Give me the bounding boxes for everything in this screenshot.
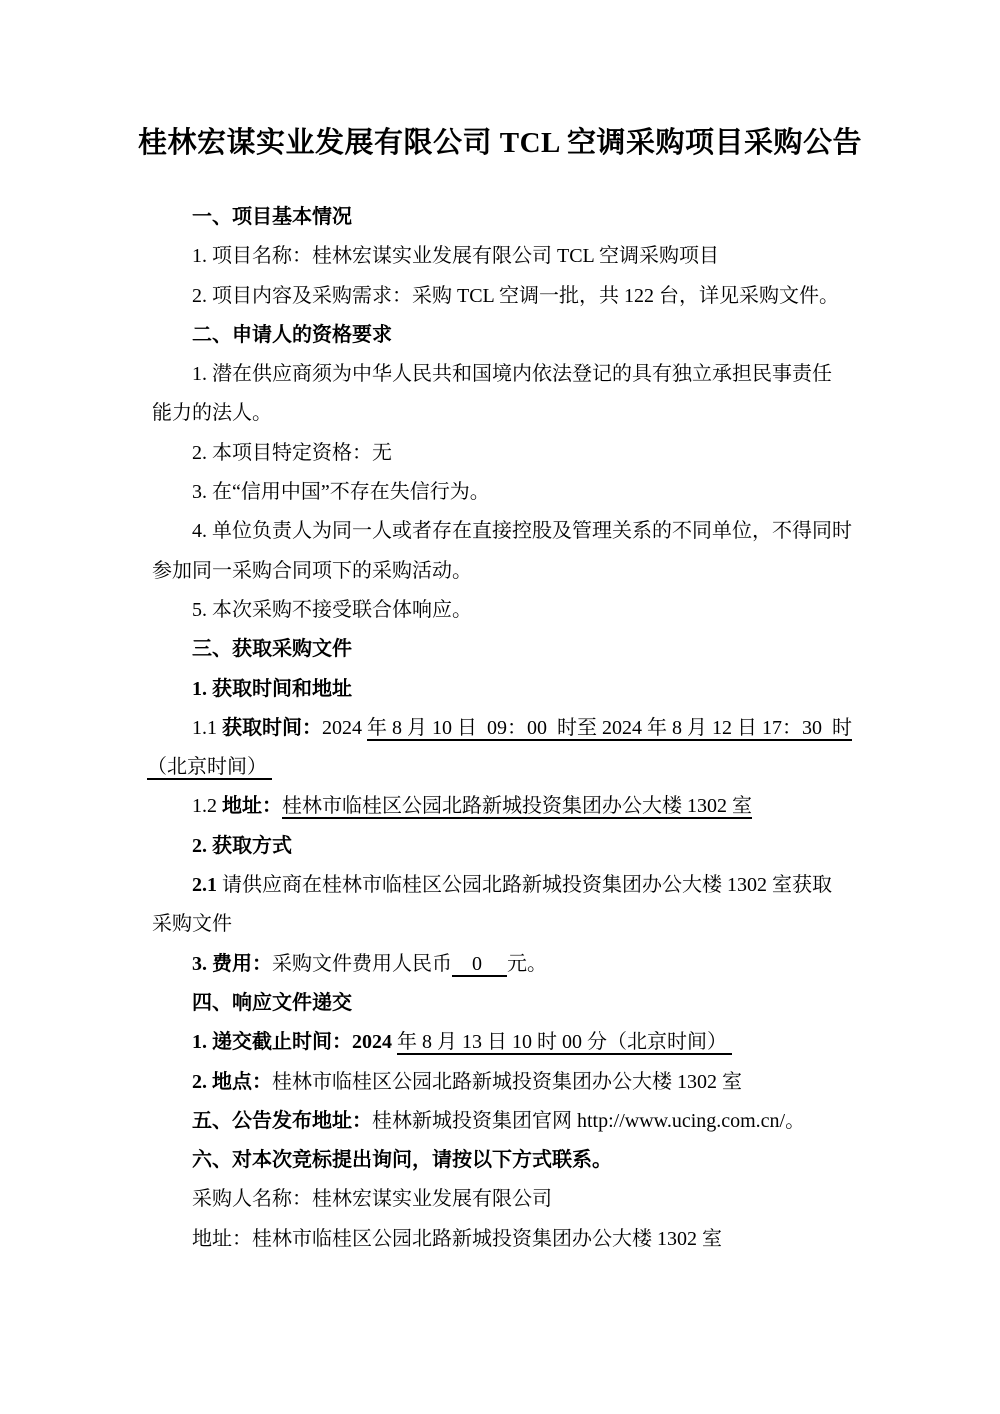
heading-section-1 xyxy=(152,198,870,237)
para-submit-place xyxy=(152,1063,870,1102)
text-segment: 3. 费用： xyxy=(192,952,272,975)
text-segment: 年 8 月 10 日 09：00 时至 2024 年 8 月 12 日 17：30 时 xyxy=(367,716,852,739)
text-segment: 参加同一采购合同项下的采购活动。 xyxy=(152,559,472,582)
document-body xyxy=(147,162,870,1259)
text-segment: 年 8 月 13 日 10 时 00 分（北京时间） xyxy=(397,1031,732,1054)
text-segment: 四、响应文件递交 xyxy=(192,991,352,1014)
text-segment: 采购文件费用人民币 xyxy=(272,952,452,975)
para-fee xyxy=(152,945,870,984)
text-segment: 2. 地点： xyxy=(192,1070,272,1093)
text-segment: 三、获取采购文件 xyxy=(192,638,352,661)
text-segment: 2. 本项目特定资格：无 xyxy=(192,441,392,464)
text-segment: 桂林市临桂区公园北路新城投资集团办公大楼 1302 室 xyxy=(282,795,752,818)
text-segment: 1. 项目名称：桂林宏谋实业发展有限公司 TCL 空调采购项目 xyxy=(192,245,720,268)
text-segment: 采购文件 xyxy=(152,913,232,936)
text-segment: 2. 项目内容及采购需求：采购 TCL 空调一批，共 122 台，详见采购文件。 xyxy=(192,284,840,307)
text-segment: 五、公告发布地址： xyxy=(192,1109,372,1132)
text-segment: 0 xyxy=(452,952,507,975)
para-qualification-3 xyxy=(152,473,870,512)
text-segment: 二、申请人的资格要求 xyxy=(192,323,392,346)
heading-obtain-time-address xyxy=(152,670,870,709)
text-segment: 1. 潜在供应商须为中华人民共和国境内依法登记的具有独立承担民事责任 xyxy=(192,363,832,386)
para-project-content xyxy=(152,277,870,316)
heading-section-6 xyxy=(152,1141,870,1180)
para-project-name xyxy=(152,237,870,276)
para-qualification-1 xyxy=(152,355,870,394)
text-segment: （北京时间） xyxy=(147,756,272,779)
para-obtain-address xyxy=(152,787,870,826)
text-segment: 地址：桂林市临桂区公园北路新城投资集团办公大楼 1302 室 xyxy=(192,1227,722,1250)
text-segment: 获取时间： xyxy=(222,716,322,739)
para-obtain-method-detail-cont xyxy=(152,905,870,944)
text-segment: 1.2 xyxy=(192,795,222,818)
text-segment: 请供应商在桂林市临桂区公园北路新城投资集团办公大楼 1302 室获取 xyxy=(222,874,832,897)
text-segment: 3. 在“信用中国”不存在失信行为。 xyxy=(192,481,490,504)
text-segment: 1.1 xyxy=(192,716,222,739)
text-segment: 1. 获取时间和地址 xyxy=(192,677,352,700)
document-title: 桂林宏谋实业发展有限公司 TCL 空调采购项目采购公告 xyxy=(137,127,863,159)
text-segment: 4. 单位负责人为同一人或者存在直接控股及管理关系的不同单位，不得同时 xyxy=(192,520,852,543)
text-segment: 一、项目基本情况 xyxy=(192,206,352,228)
text-segment: 5. 本次采购不接受联合体响应。 xyxy=(192,598,472,621)
text-segment: 六、对本次竞标提出询问，请按以下方式联系。 xyxy=(192,1149,612,1172)
para-announcement-address xyxy=(152,1102,870,1141)
heading-section-3 xyxy=(152,630,870,669)
text-segment: 桂林新城投资集团官网 http://www.ucing.com.cn/。 xyxy=(372,1109,806,1132)
text-segment: 地址： xyxy=(222,795,282,818)
para-deadline xyxy=(152,1023,870,1062)
para-qualification-5 xyxy=(152,591,870,630)
text-segment: 2. 获取方式 xyxy=(192,834,292,857)
text-segment: 1. 递交截止时间：2024 xyxy=(192,1031,392,1054)
text-segment: 采购人名称：桂林宏谋实业发展有限公司 xyxy=(192,1188,552,1211)
text-segment: 元。 xyxy=(507,952,547,975)
para-obtain-time-cont xyxy=(147,748,870,787)
text-segment: 2.1 xyxy=(192,874,222,897)
heading-section-4 xyxy=(152,984,870,1023)
para-obtain-time xyxy=(152,709,870,748)
text-segment: 桂林市临桂区公园北路新城投资集团办公大楼 1302 室 xyxy=(272,1070,742,1093)
para-qualification-4 xyxy=(152,512,870,551)
para-qualification-2 xyxy=(152,434,870,473)
para-obtain-method-detail xyxy=(152,866,870,905)
text-segment: 2024 xyxy=(322,716,367,739)
para-qualification-4-cont xyxy=(152,552,870,591)
para-purchaser-address xyxy=(152,1220,870,1259)
heading-obtain-method xyxy=(152,827,870,866)
para-qualification-1-cont xyxy=(152,394,870,433)
heading-section-2 xyxy=(152,316,870,355)
para-purchaser-name xyxy=(152,1180,870,1219)
text-segment: 能力的法人。 xyxy=(152,402,272,425)
